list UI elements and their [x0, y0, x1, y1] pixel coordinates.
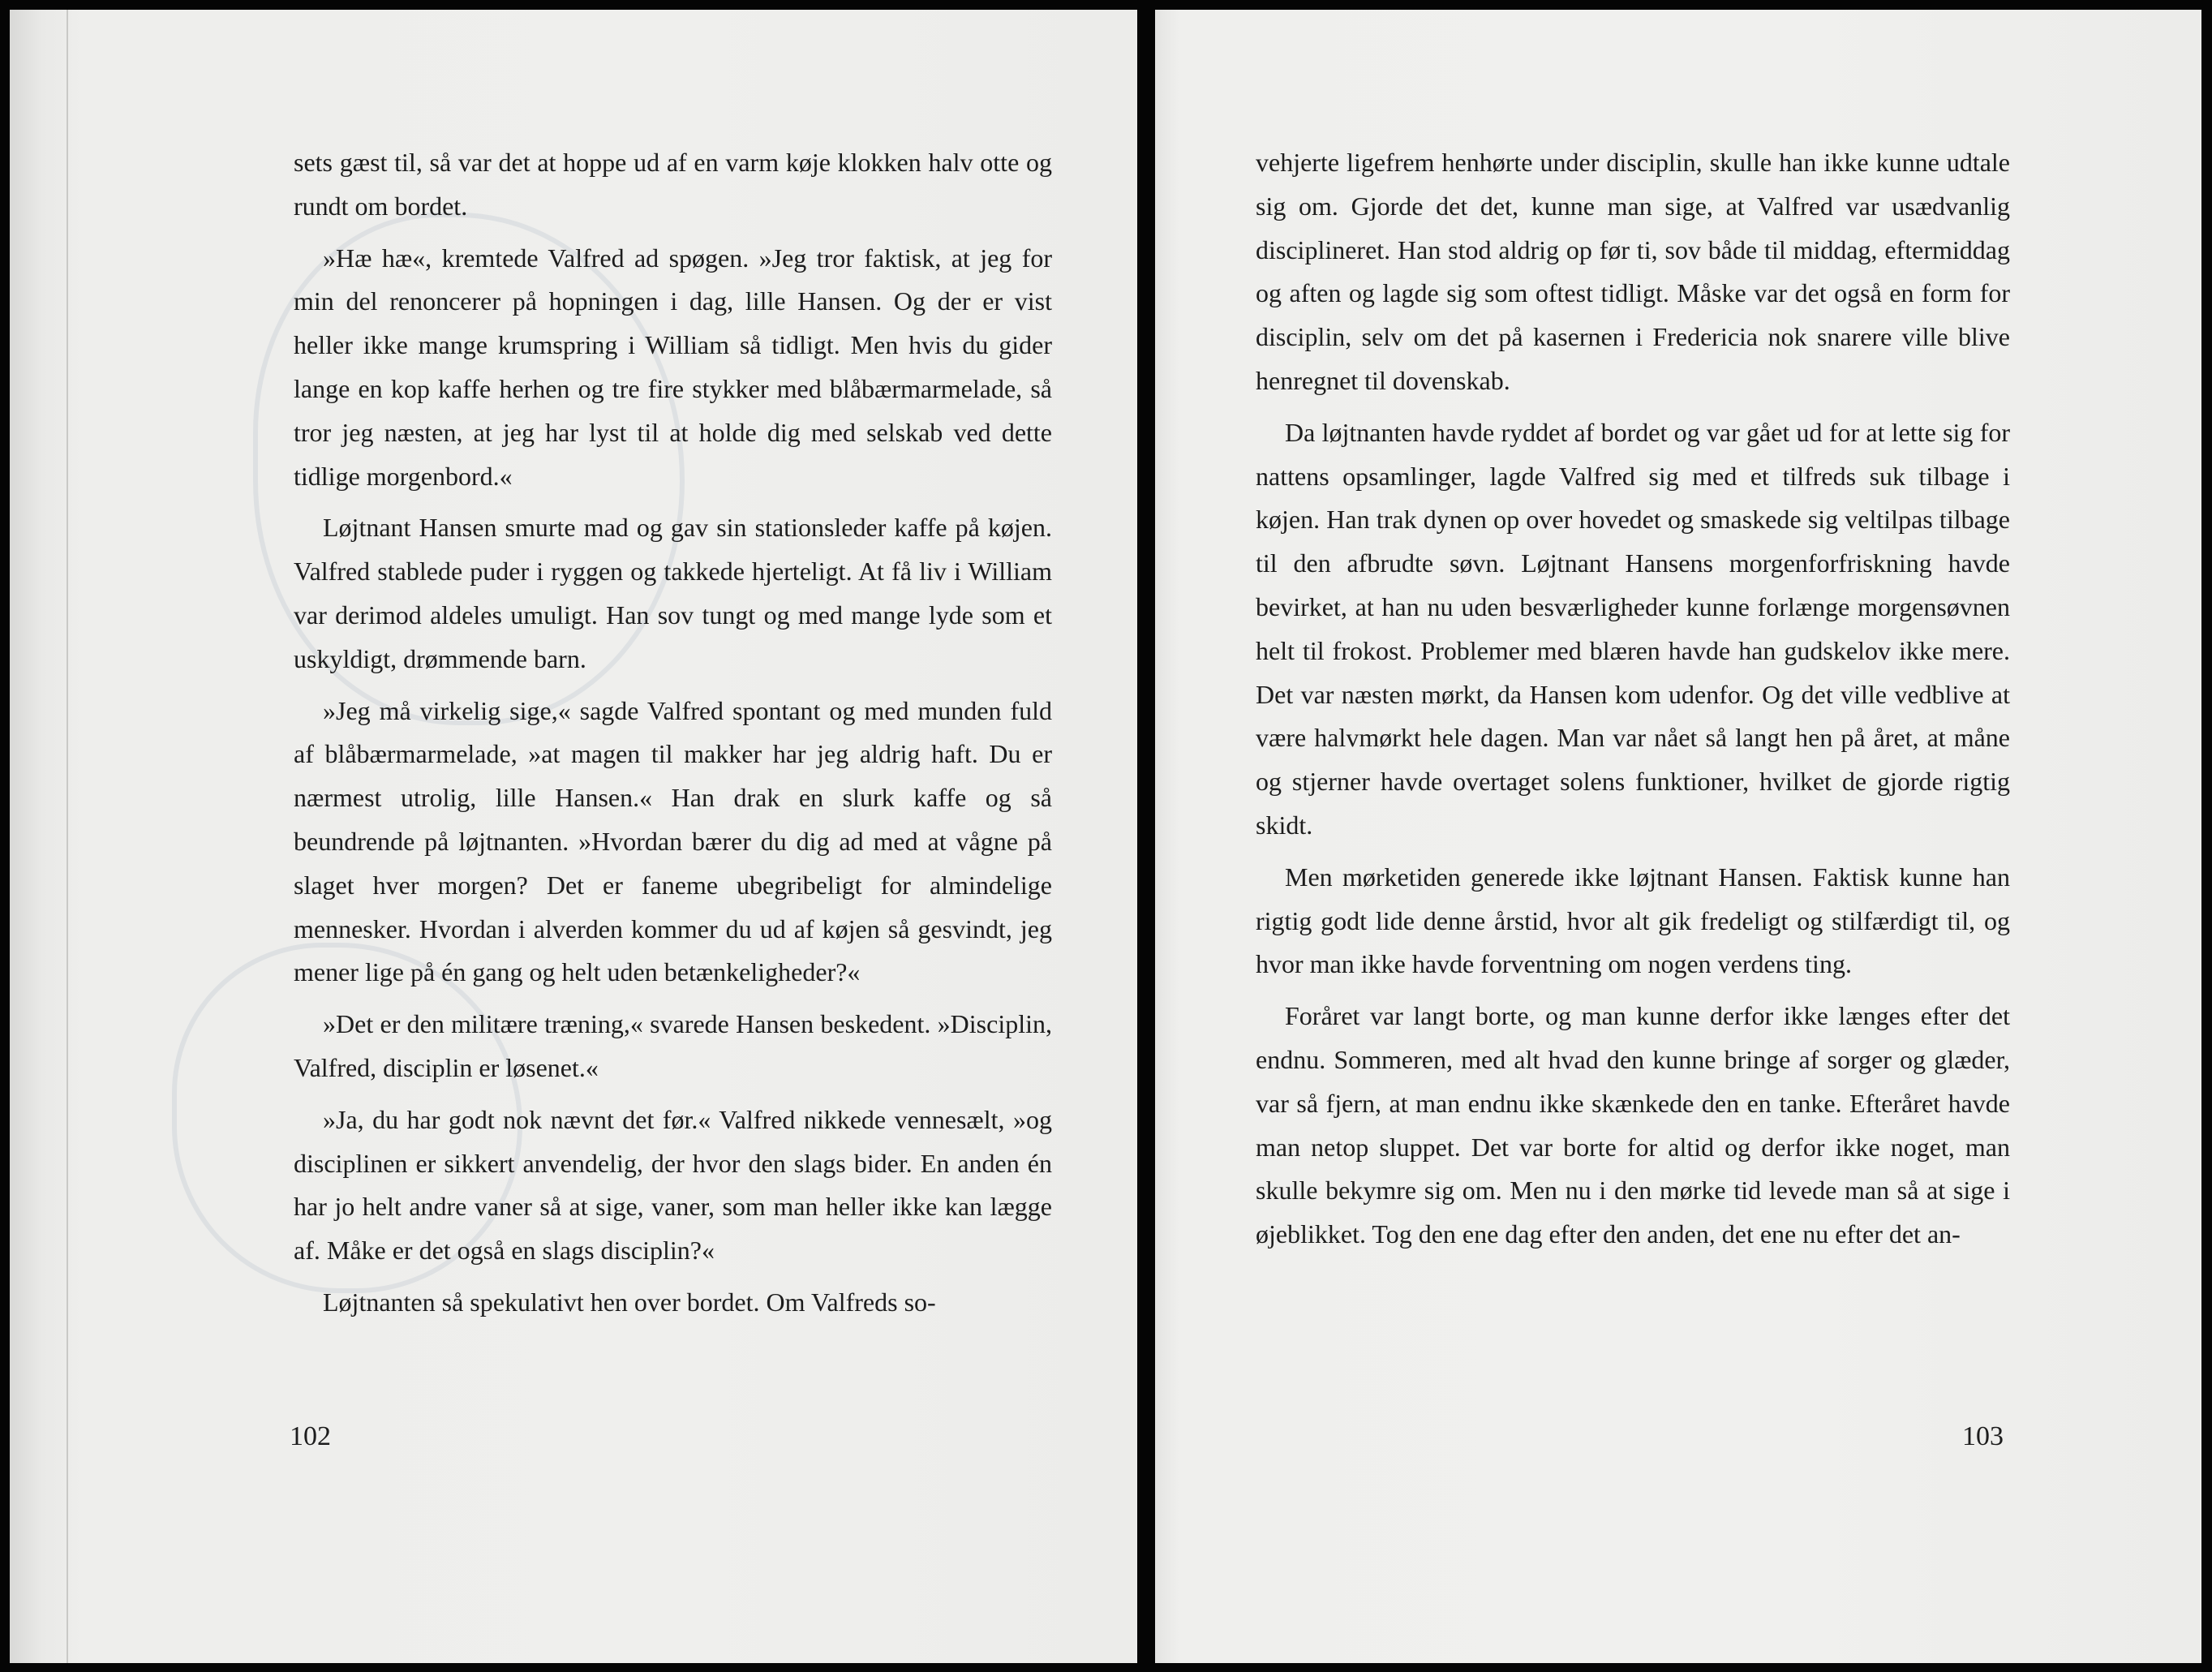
- right-page: [1155, 10, 2201, 1663]
- paragraph: Løjtnant Hansen smurte mad og gav sin stationsleder kaffe på køjen. Valfred stablede puder i ryggen og takkede hjerteligt. At få liv i William var derimod aldeles umuligt. Han sov tungt og med mange lyde som et uskyldigt, drømmende barn.: [294, 513, 1052, 673]
- paragraph: »Ja, du har godt nok nævnt det før.« Valfred nikkede vennesælt, »og disciplinen er sikkert anvendelig, der hvor den slags bider. En anden én har jo helt andre vaner så at sige, vaner, som man heller ikke kan lægge af. Måke er det også en slags disciplin?«: [294, 1104, 1052, 1266]
- paragraph: vehjerte ligefrem henhørte under disciplin, skulle han ikke kunne udtale sig om. Gjorde det det, kunne man sige, at Valfred var usædvanlig disciplineret. Han stod aldrig op før ti, sov både til middag, eftermiddag og aften og lagde sig som oftest tidligt. Måske var det også en form for disciplin, selv om det på kasernen i Fredericia nok snarere ville blive henregnet til dovenskab.: [1256, 148, 2010, 395]
- page-number: 103: [1962, 1421, 2004, 1451]
- paragraph: Da løjtnanten havde ryddet af bordet og var gået ud for at lette sig for nattens opsamlinger, lagde Valfred sig med et tilfreds suk tilbage i køjen. Han trak dynen op over hovedet og smaskede sig veltilpas tilbage til den afbrudte søvn. Løjtnant Hansens morgenforfriskning havde bevirket, at han nu uden besværligheder kunne forlænge morgensøvnen helt til frokost. Problemer med blæren havde han gudskelov ikke mere. Det var næsten mørkt, da Hansen kom udenfor. Og det ville vedblive at være halvmørkt hele dagen. Man var nået så langt hen på året, at måne og stjerner havde overtaget solens funktioner, hvilket de gjorde rigtig skidt.: [1256, 417, 2010, 840]
- paragraph: »Hæ hæ«, kremtede Valfred ad spøgen. »Jeg tror faktisk, at jeg for min del renoncerer på hopningen i dag, lille Hansen. Og der er vist heller ikke mange krumspring i William så tidligt. Men hvis du gider lange en kop kaffe herhen og tre fire stykker med blåbærmarmelade, så tror jeg næsten, at jeg har lyst til at holde dig med selskab ved dette tidlige morgenbord.«: [294, 243, 1052, 491]
- paragraph: Men mørketiden generede ikke løjtnant Hansen. Faktisk kunne han rigtig godt lide denne årstid, hvor alt gik fredeligt og stilfærdigt til, og hvor man ikke havde forventning om nogen verdens ting.: [1256, 862, 2010, 979]
- paragraph: sets gæst til, så var det at hoppe ud af en varm køje klokken halv otte og rundt om bordet.: [294, 148, 1052, 221]
- right-page-text: [1256, 141, 2010, 1257]
- left-page-text: [294, 141, 1052, 1325]
- paragraph: »Jeg må virkelig sige,« sagde Valfred spontant og med munden fuld af blåbærmarmelade, »at magen til makker har jeg aldrig haft. Du er nærmest utrolig, lille Hansen.« Han drak en slurk kaffe og så beundrende på løjtnanten. »Hvordan bærer du dig ad med at vågne på slaget hver morgen? Det er faneme ubegribeligt for almindelige mennesker. Hvordan i alverden kommer du ud af køjen så gesvindt, jeg mener lige på én gang og helt uden betænkeligheder?«: [294, 695, 1052, 987]
- left-page: [10, 10, 1137, 1663]
- paragraph: Løjtnanten så spekulativt hen over bordet. Om Valfreds so-: [323, 1287, 936, 1317]
- paragraph: Foråret var langt borte, og man kunne derfor ikke længes efter det endnu. Sommeren, med alt hvad den kunne bringe af sorger og glæder, var så fjern, at man endnu ikke skænkede den en tanke. Efteråret havde man netop sluppet. Det var borte for altid og derfor ikke noget, man skulle bekymre sig om. Men nu i den mørke tid levede man så at sige i øjeblikket. Tog den ene dag efter den anden, det ene nu efter det an-: [1256, 1001, 2010, 1249]
- paragraph: »Det er den militære træning,« svarede Hansen beskedent. »Disciplin, Valfred, disciplin er løsenet.«: [294, 1009, 1052, 1082]
- page-number: 102: [290, 1421, 331, 1451]
- page-fold-shadow: [67, 10, 68, 1663]
